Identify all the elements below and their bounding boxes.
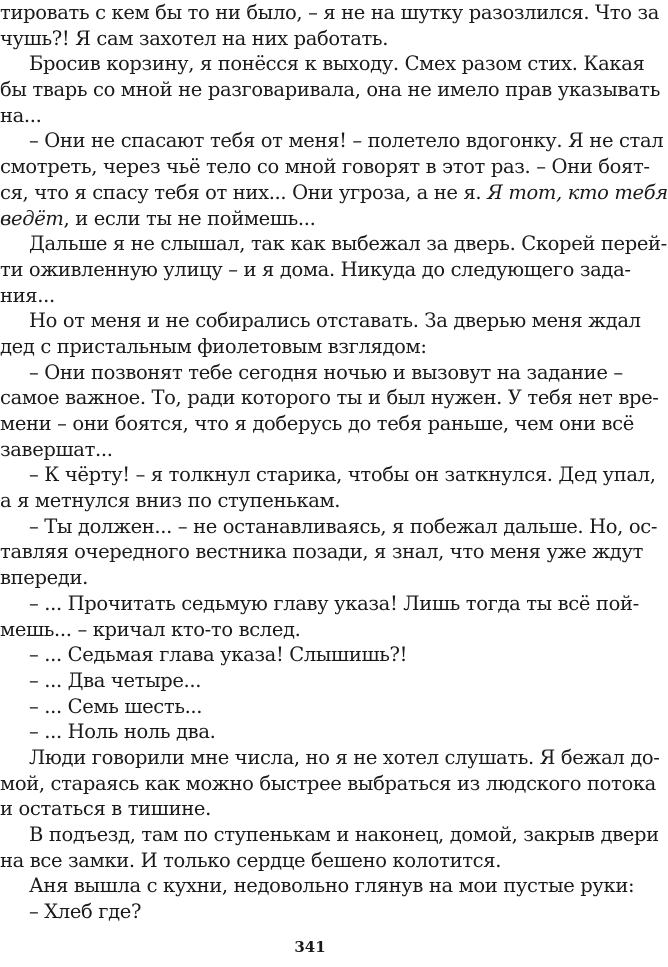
- text-line: – Они позвонят тебе сегодня ночью и вызовут на задание –: [29, 360, 623, 384]
- text-line: Аня вышла с кухни, недовольно глянув на мои пустые руки:: [29, 874, 635, 898]
- text-line: ти оживленную улицу – и я дома. Никуда до следующего зада-: [0, 257, 631, 281]
- text-line: смотреть, через чьё тело со мной говорят в этот раз. – Они боят-: [0, 155, 650, 179]
- text-segment: , и если ты не поймешь...: [63, 206, 316, 230]
- text-line: дед с пристальным фиолетовым взглядом:: [0, 334, 427, 358]
- text-line: – ... Семь шесть...: [29, 694, 203, 718]
- text-line: – ... Седьмая глава указа! Слышишь?!: [29, 643, 408, 667]
- text-line: самое важное. То, ради которого ты и был нужен. У тебя нет вре-: [0, 386, 659, 410]
- text-line: В подъезд, там по ступенькам и наконец, домой, закрыв двери: [29, 823, 659, 846]
- italic-segment: Я тот, кто тебя: [487, 180, 668, 204]
- text-line: а я метнулся вниз по ступенькам.: [0, 489, 341, 513]
- italic-segment: ведёт: [0, 206, 64, 230]
- text-line: – К чёрту! – я толкнул старика, чтобы он заткнулся. Дед упал,: [29, 463, 656, 487]
- text-line: – ... Прочитать седьмую главу указа! Лишь тогда ты всё пой-: [29, 591, 639, 615]
- text-line: ния...: [0, 283, 55, 307]
- text-line: на...: [0, 103, 42, 127]
- text-line: завершат...: [0, 437, 113, 461]
- text-line: – ... Ноль ноль два.: [29, 720, 216, 744]
- text-line: и остаться в тишине.: [0, 797, 211, 821]
- text-line: мой, стараясь как можно быстрее выбраться из людского потока: [0, 771, 656, 795]
- text-line: – Ты должен... – не останавливаясь, я побежал дальше. Но, ос-: [29, 514, 658, 538]
- text-line: бы тварь со мной не разговаривала, она не имело прав указывать: [0, 78, 661, 102]
- text-line: – ... Два четыре...: [29, 668, 202, 692]
- text-segment: ся, что я спасу тебя от них... Они угроза, а не я.: [0, 180, 488, 204]
- text-line: впереди.: [0, 566, 88, 590]
- text-line: – Они не спасают тебя от меня! – полетело вдогонку. Я не стал: [29, 129, 664, 153]
- text-line: Дальше я не слышал, так как выбежал за дверь. Скорей перей-: [29, 232, 667, 256]
- page-number: 341: [294, 938, 326, 956]
- text-line: Но от меня и не собирались отставать. За дверью меня ждал: [29, 309, 641, 333]
- text-line: Бросив корзину, я понёсся к выходу. Смех разом стих. Какая: [29, 52, 645, 76]
- text-line: тавляя очередного вестника позади, я знал, что меня уже ждут: [0, 540, 644, 564]
- text-line: – Хлеб где?: [29, 900, 142, 924]
- text-line: Люди говорили мне числа, но я не хотел слушать. Я бежал до-: [29, 745, 660, 769]
- text-line: тировать с кем бы то ни было, – я не на шутку разозлился. Что за: [0, 1, 660, 24]
- text-line: на все замки. И только сердце бешено колотится.: [0, 848, 502, 872]
- text-line: мени – они боятся, что я доберусь до тебя раньше, чем они всё: [0, 412, 634, 435]
- text-line: чушь?! Я сам захотел на них работать.: [0, 26, 389, 50]
- text-line: [0, 206, 620, 232]
- text-line: мешь... – кричал кто-то вслед.: [0, 617, 301, 641]
- text-line: [0, 180, 668, 206]
